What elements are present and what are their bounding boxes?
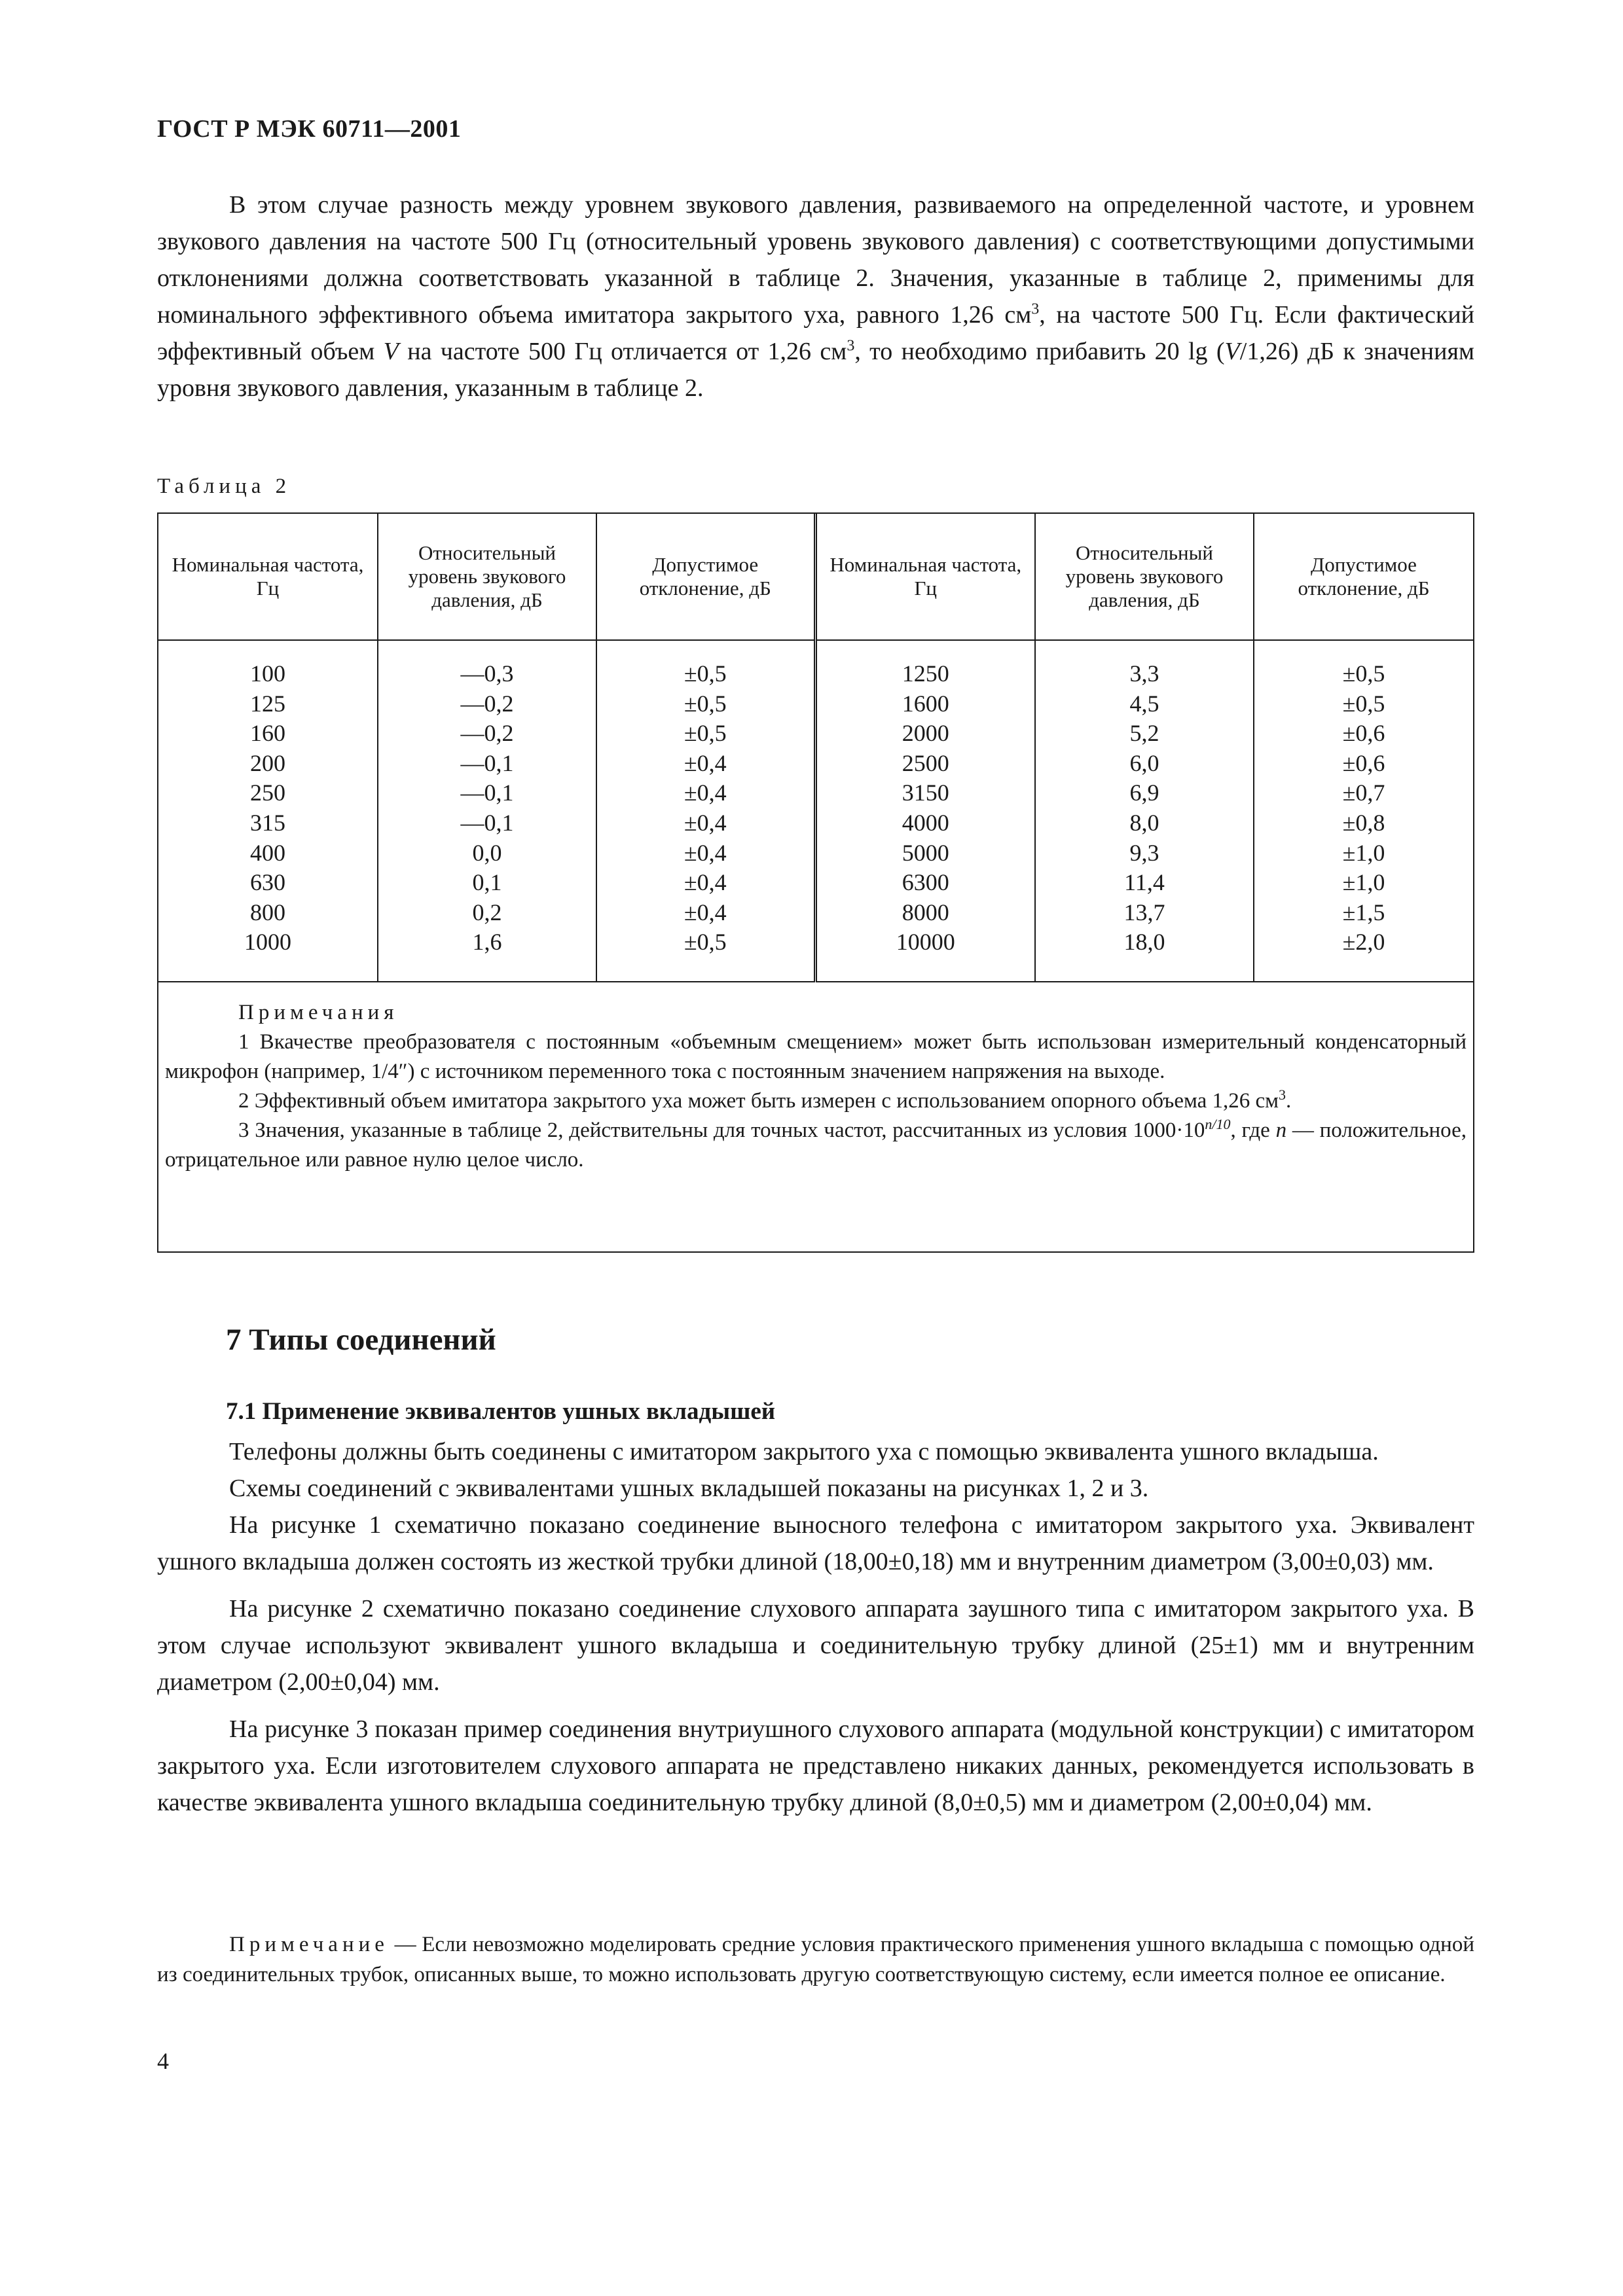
table-cell: ±0,4 xyxy=(684,809,727,836)
column-frequency-2 xyxy=(815,640,1035,982)
table-cell: ±0,6 xyxy=(1342,720,1385,747)
table-cell: 10000 xyxy=(896,929,955,956)
table-cell: 13,7 xyxy=(1123,899,1165,925)
note-1: 1 Вкачестве преобразователя с постоянным «объемным смещением» может быть использован измерительный конденсаторный микрофон (например, 1/4″) с источником переменного тока с постоянным значением напряжения на выходе. xyxy=(165,1030,1467,1083)
table-cell: 4000 xyxy=(902,809,949,836)
table-cell: 3,3 xyxy=(1129,660,1159,687)
table-cell: ±0,4 xyxy=(684,749,727,776)
table-cell: ±0,5 xyxy=(684,929,727,956)
table-cell: 160 xyxy=(250,720,285,747)
table-cell: 315 xyxy=(250,809,285,836)
document-header: ГОСТ Р МЭК 60711—2001 xyxy=(157,115,462,143)
table-cell: ±0,5 xyxy=(684,720,727,747)
table-cell: ±0,7 xyxy=(1342,780,1385,806)
table-cell: 11,4 xyxy=(1124,869,1165,896)
table-cell: ±1,5 xyxy=(1342,899,1385,925)
table-cell: 8,0 xyxy=(1129,809,1159,836)
table-cell: 250 xyxy=(250,780,285,806)
table-cell: 1250 xyxy=(902,660,949,687)
table-cell: 0,0 xyxy=(472,839,502,866)
table-cell: ±0,8 xyxy=(1342,809,1385,836)
table-cell: —0,1 xyxy=(460,749,514,776)
notes-title: Примечания xyxy=(238,1001,399,1024)
table-cell: ±0,5 xyxy=(1342,660,1385,687)
table-cell: 1600 xyxy=(902,690,949,717)
note-3: 3 Значения, указанные в таблице 2, действительны для точных частот, рассчитанных из условия $1000\cdot 10^{n/10}$, где n — положительное, отрицательное или равное нулю целое число. xyxy=(165,1116,1467,1172)
table-cell: ±1,0 xyxy=(1342,869,1385,896)
table-cell: ±2,0 xyxy=(1342,929,1385,956)
body-paragraph-4: На рисунке 2 схематично показано соединение слухового аппарата заушного типа с имитатором закрытого уха. В этом случае используют эквивалент ушного вкладыша и соединительную трубку длиной (25±1) мм и внутренним диаметром (2,00±0,04) мм. xyxy=(157,1595,1474,1696)
table-cell: 400 xyxy=(250,839,285,866)
body-paragraph-1: Телефоны должны быть соединены с имитатором закрытого уха с помощью эквивалента ушного вкладыша. xyxy=(229,1438,1379,1465)
column-relative-level-2 xyxy=(1035,640,1254,982)
table-cell: ±0,5 xyxy=(684,660,727,687)
table-cell: 0,1 xyxy=(472,869,502,896)
column-tolerance-1 xyxy=(596,640,815,982)
body-paragraph-2: Схемы соединений с эквивалентами ушных вкладышей показаны на рисунках 1, 2 и 3. xyxy=(229,1475,1149,1502)
table-cell: ±0,5 xyxy=(684,690,727,717)
header-relative-level-1: Относительный уровень звукового давления, дБ xyxy=(378,514,596,640)
table-cell: —0,1 xyxy=(460,809,514,836)
table-cell: ±0,4 xyxy=(684,780,727,806)
table-cell: 5,2 xyxy=(1129,720,1159,747)
column-frequency-1 xyxy=(158,640,378,982)
table-cell: 9,3 xyxy=(1129,839,1159,866)
body-paragraph-3: На рисунке 1 схематично показано соединение выносного телефона с имитатором закрытого уха. Эквивалент ушного вкладыша должен состоять из жесткой трубки длиной (18,00±0,18) мм и внутренним диаметром (3,00±0,03) мм. xyxy=(157,1511,1474,1575)
header-frequency-2: Номинальная частота, Гц xyxy=(815,514,1035,640)
intro-paragraph: В этом случае разность между уровнем звукового давления, развиваемого на определенной частоте, и уровнем звукового давления на частоте 500 Гц (относительный уровень звукового давления) с соответствующими допустимыми отклонениями должна соответствовать указанной в таблице 2. Значения, указанные в таблице 2, применимы для номинального эффективного объема имитатора закрытого уха, равного 1,26 $см^3$, на частоте 500 Гц. Если фактический эффективный объем V на частоте 500 Гц отличается от 1,26 $см^3$, то необходимо прибавить 20 lg (V/1,26) дБ к значениям уровня звукового давления, указанным в таблице 2. xyxy=(157,191,1474,402)
frequency-table xyxy=(158,514,1473,982)
table-cell: 6,9 xyxy=(1129,780,1159,806)
table-cell: 2500 xyxy=(902,749,949,776)
table-cell: ±0,4 xyxy=(684,899,727,925)
table-cell: ±0,4 xyxy=(684,839,727,866)
table-cell: 5000 xyxy=(902,839,949,866)
page-number: 4 xyxy=(157,2048,169,2074)
table-cell: —0,3 xyxy=(460,660,514,687)
table-cell: —0,2 xyxy=(460,690,514,717)
table-cell: 6,0 xyxy=(1129,749,1159,776)
header-relative-level-2: Относительный уровень звукового давления, дБ xyxy=(1035,514,1254,640)
column-tolerance-2 xyxy=(1254,640,1473,982)
header-frequency-1: Номинальная частота, Гц xyxy=(158,514,378,640)
body-paragraph-5: На рисунке 3 показан пример соединения внутриушного слухового аппарата (модульной конструкции) с имитатором закрытого уха. Если изготовителем слухового аппарата не представлено никаких данных, рекомендуется использовать в качестве эквивалента ушного вкладыша соединительную трубку длиной (8,0±0,5) мм и диаметром (2,00±0,04) мм. xyxy=(157,1715,1474,1816)
section-body xyxy=(157,1433,1474,1831)
table-cell: 3150 xyxy=(902,780,949,806)
header-tolerance-1: Допустимое отклонение, дБ xyxy=(596,514,815,640)
table-cell: 630 xyxy=(250,869,285,896)
table-cell: 800 xyxy=(250,899,285,925)
table-cell: —0,1 xyxy=(460,780,514,806)
table-cell: 0,2 xyxy=(472,899,502,925)
table-cell: 125 xyxy=(250,690,285,717)
section-note: Примечание — Если невозможно моделировать средние условия практического применения ушного вкладыша с помощью одной из соединительных трубок, описанных выше, то можно использовать другую соответствующую систему, если имеется полное ее описание. xyxy=(157,1933,1474,1986)
table-cell: 2000 xyxy=(902,720,949,747)
table-cell: ±0,5 xyxy=(1342,690,1385,717)
table-cell: —0,2 xyxy=(460,720,514,747)
table-cell: ±0,4 xyxy=(684,869,727,896)
table-frame xyxy=(157,512,1474,1253)
table-cell: 100 xyxy=(250,660,285,687)
table-cell: 6300 xyxy=(902,869,949,896)
note-2: 2 Эффективный объем имитатора закрытого уха может быть измерен с использованием опорного объема 1,26 $см^3$. xyxy=(238,1086,1292,1113)
table-cell: 200 xyxy=(250,749,285,776)
table-caption: Таблица 2 xyxy=(157,475,291,498)
table-cell: 8000 xyxy=(902,899,949,925)
subsection-title: 7.1 Применение эквивалентов ушных вкладышей xyxy=(226,1398,776,1425)
section-title: 7 Типы соединений xyxy=(226,1323,496,1357)
table-cell: 1000 xyxy=(244,929,291,956)
table-cell: 18,0 xyxy=(1123,929,1165,956)
table-notes xyxy=(165,998,1467,1175)
table-cell: 1,6 xyxy=(472,929,502,956)
header-tolerance-2: Допустимое отклонение, дБ xyxy=(1254,514,1473,640)
column-relative-level-1 xyxy=(378,640,596,982)
table-cell: ±0,6 xyxy=(1342,749,1385,776)
table-cell: 4,5 xyxy=(1129,690,1159,717)
table-cell: ±1,0 xyxy=(1342,839,1385,866)
